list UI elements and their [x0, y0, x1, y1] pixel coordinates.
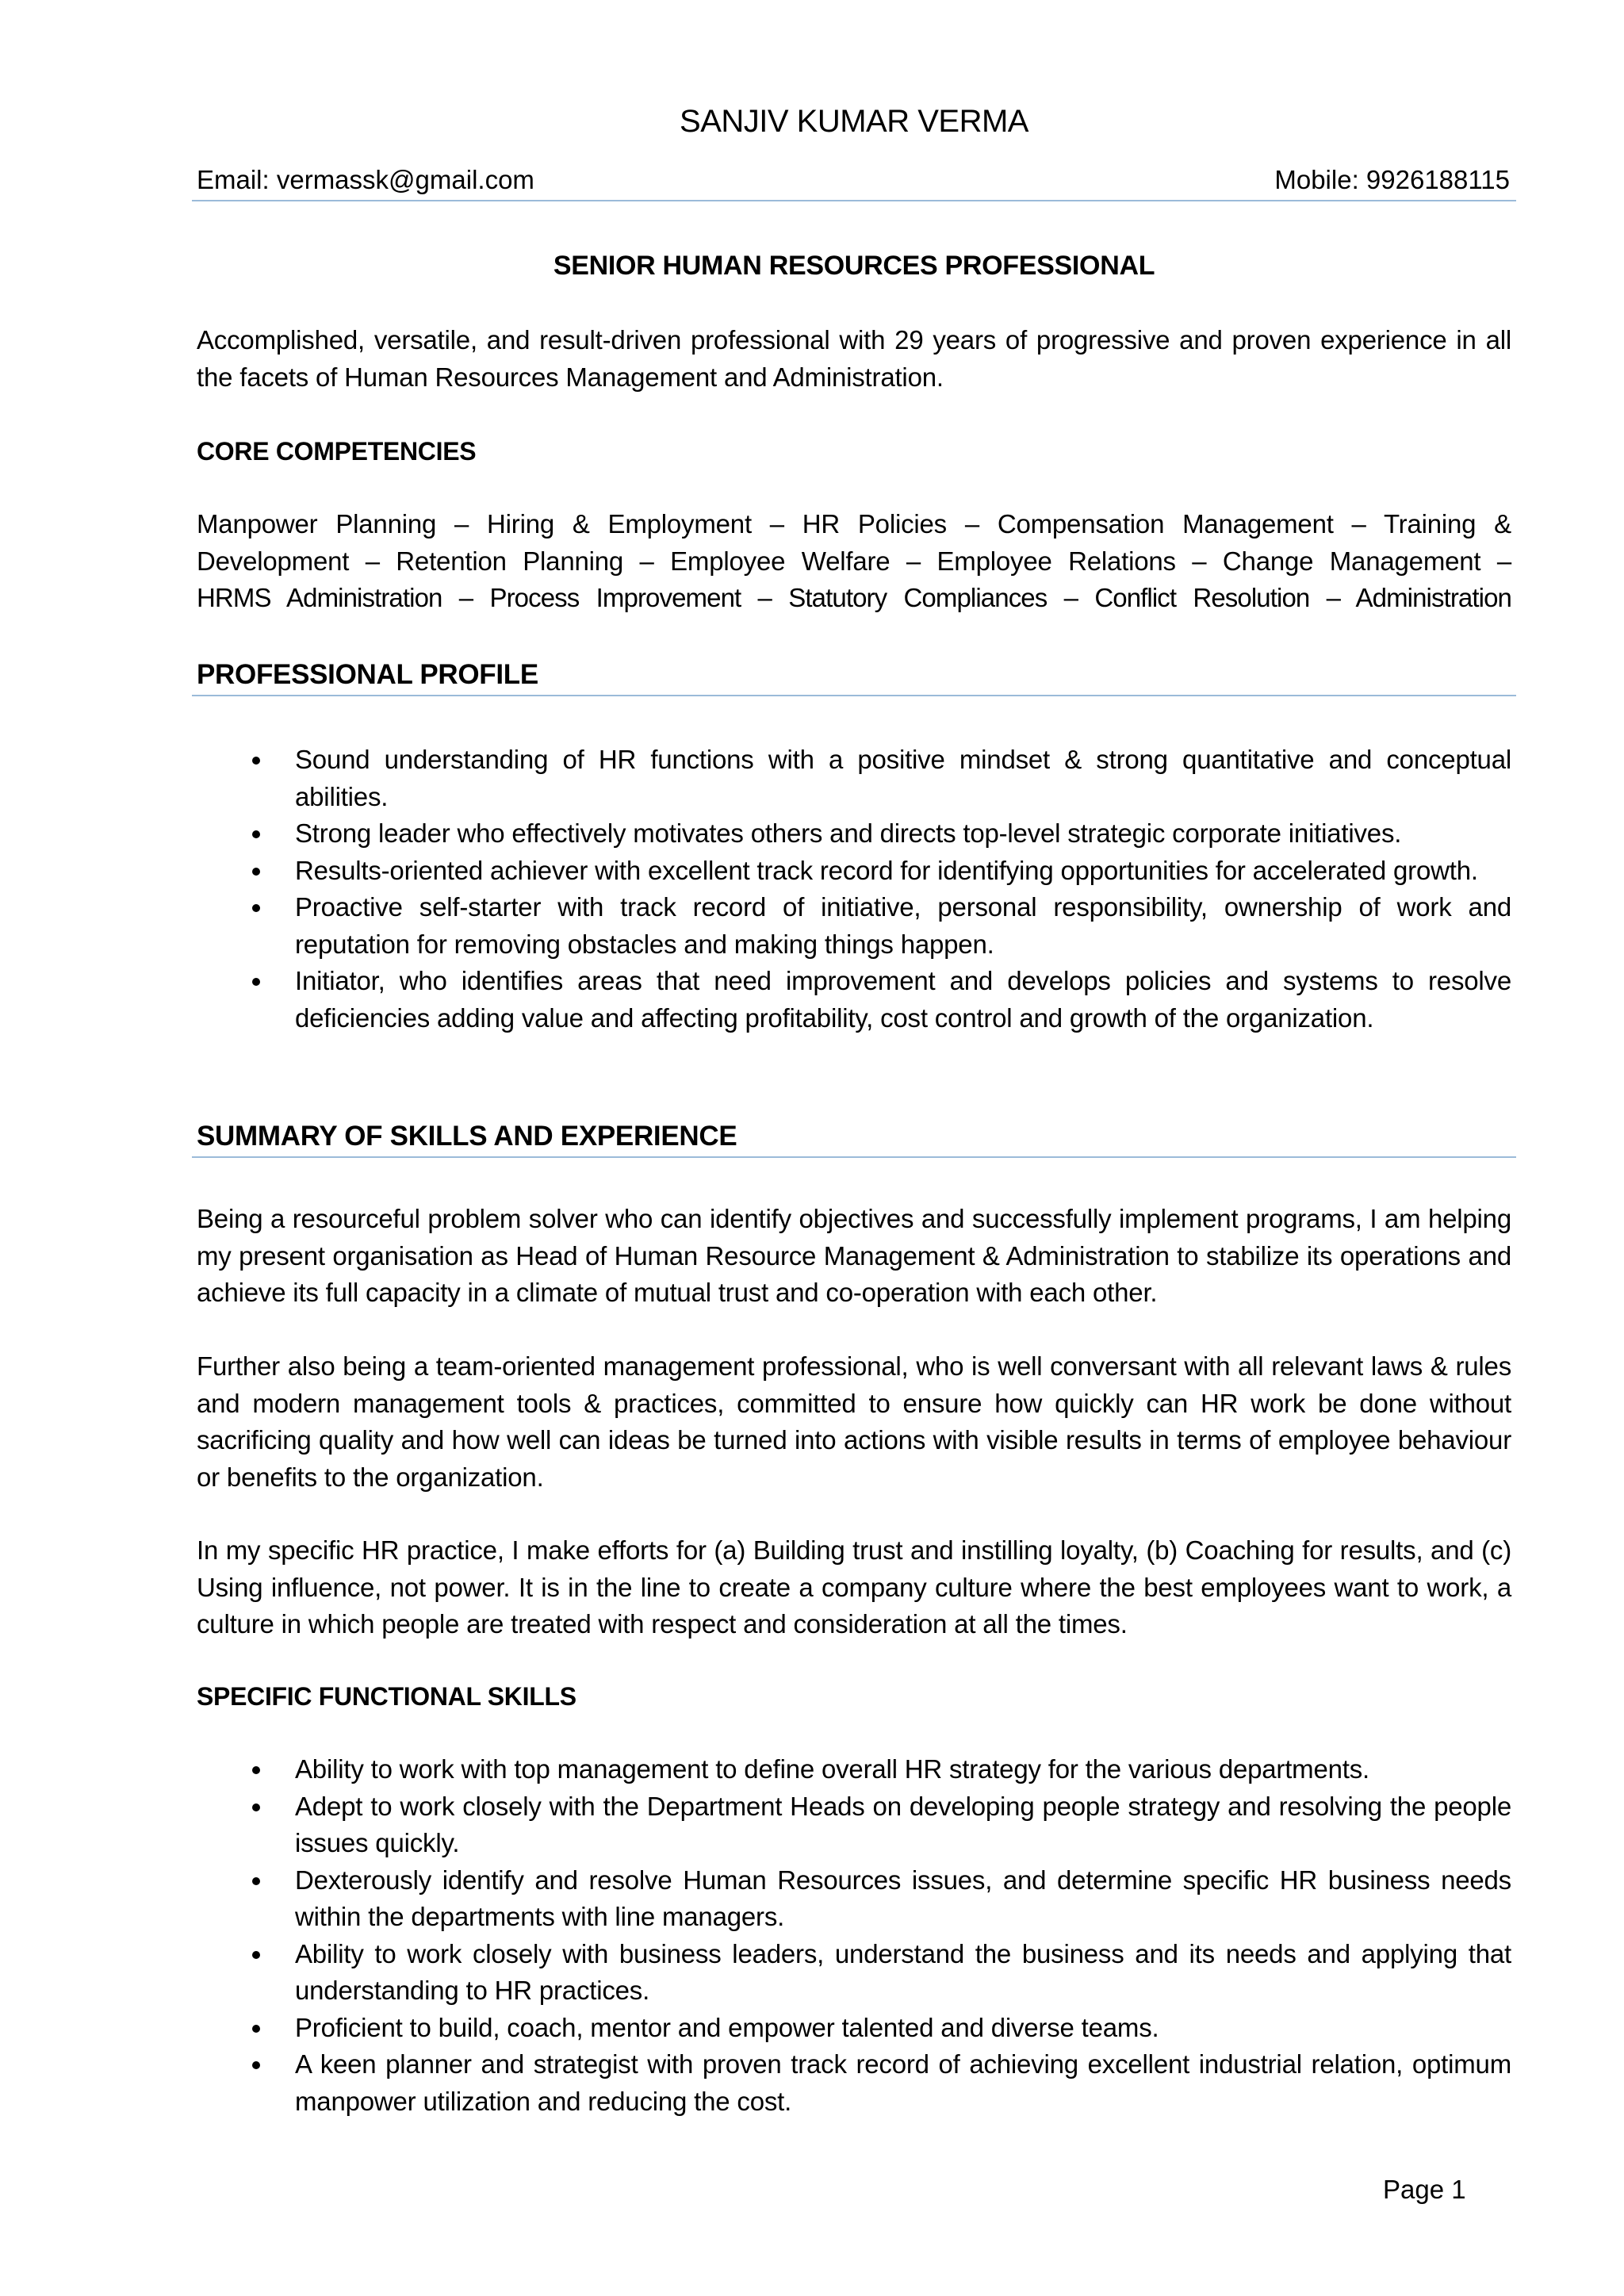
bullet-icon [252, 2025, 260, 2033]
bullet-icon [252, 1803, 260, 1811]
bullet-icon [252, 868, 260, 876]
skills-experience-heading: SUMMARY OF SKILLS AND EXPERIENCE [197, 1121, 737, 1152]
experience-paragraph: Further also being a team-oriented management professional, who is well conversant with all relevant laws & rules and modern management tools & practices, committed to ensure how quickly can HR work be done without sacrificing quality and how well can ideas be turned into actions with visible results in terms of employee behaviour or benefits to the organization. [197, 1351, 1511, 1492]
section-divider [192, 695, 1516, 696]
page-number: Page 1 [1383, 2175, 1466, 2204]
section-divider [192, 1156, 1516, 1158]
bullet-icon [252, 2061, 260, 2069]
core-competencies-heading: CORE COMPETENCIES [197, 437, 477, 466]
experience-paragraph: In my specific HR practice, I make efforts for (a) Building trust and instilling loyalty, (b) Coaching for results, and (c) Using influence, not power. It is in the line to create a company culture where the best employees want to work, a culture in which people are treated with respect and consideration at all the times. [197, 1535, 1511, 1639]
professional-profile-list [197, 742, 1511, 1037]
header-divider [192, 200, 1516, 201]
competency-line: Manpower Planning – Hiring & Employment – HR Policies – Compensation Management – Training & [197, 509, 1511, 539]
mobile-text: Mobile: 9926188115 [1274, 165, 1510, 194]
list-item: Initiator, who identifies areas that need improvement and develops policies and systems to resolve deficiencies adding value and affecting profitability, cost control and growth of the organization. [197, 963, 1511, 1037]
summary-paragraph: Accomplished, versatile, and result-driven professional with 29 years of progressive and proven experience in all the facets of Human Resources Management and Administration. [197, 325, 1511, 392]
list-item: Ability to work with top management to define overall HR strategy for the various departments. [197, 1751, 1511, 1788]
bullet-icon [252, 904, 260, 912]
list-item: Sound understanding of HR functions with a positive mindset & strong quantitative and conceptual abilities. [197, 742, 1511, 815]
email-text: Email: vermassk@gmail.com [197, 165, 534, 194]
bullet-icon [252, 978, 260, 986]
list-item: A keen planner and strategist with proven track record of achieving excellent industrial relation, optimum manpower utilization and reducing the cost. [197, 2046, 1511, 2120]
professional-headline: SENIOR HUMAN RESOURCES PROFESSIONAL [553, 251, 1155, 281]
bullet-icon [252, 1766, 260, 1774]
bullet-icon [252, 1877, 260, 1885]
list-item: Results-oriented achiever with excellent track record for identifying opportunities for accelerated growth. [197, 853, 1511, 890]
list-item: Proactive self-starter with track record of initiative, personal responsibility, ownership of work and reputation for removing obstacles and making things happen. [197, 889, 1511, 963]
bullet-icon [252, 757, 260, 765]
functional-skills-heading: SPECIFIC FUNCTIONAL SKILLS [197, 1682, 576, 1711]
list-item: Ability to work closely with business leaders, understand the business and its needs and applying that understanding to HR practices. [197, 1936, 1511, 2010]
experience-paragraph: Being a resourceful problem solver who can identify objectives and successfully implement programs, I am helping my present organisation as Head of Human Resource Management & Administration to stabilize its operations and achieve its full capacity in a climate of mutual trust and co-operation with each other. [197, 1204, 1511, 1307]
list-item: Proficient to build, coach, mentor and empower talented and diverse teams. [197, 2010, 1511, 2047]
functional-skills-list [197, 1751, 1511, 2120]
list-item: Adept to work closely with the Department Heads on developing people strategy and resolving the people issues quickly. [197, 1788, 1511, 1862]
professional-profile-heading: PROFESSIONAL PROFILE [197, 659, 538, 690]
core-competencies-list [197, 506, 1511, 617]
competency-line: HRMS Administration – Process Improvement – Statutory Compliances – Conflict Resolution – Administration [197, 583, 1511, 612]
competency-line: Development – Retention Planning – Employee Welfare – Employee Relations – Change Management – [197, 546, 1511, 576]
list-item: Strong leader who effectively motivates others and directs top-level strategic corporate initiatives. [197, 815, 1511, 853]
bullet-icon [252, 830, 260, 838]
candidate-name: SANJIV KUMAR VERMA [680, 104, 1028, 139]
bullet-icon [252, 1951, 260, 1959]
list-item: Dexterously identify and resolve Human Resources issues, and determine specific HR business needs within the departments with line managers. [197, 1862, 1511, 1936]
